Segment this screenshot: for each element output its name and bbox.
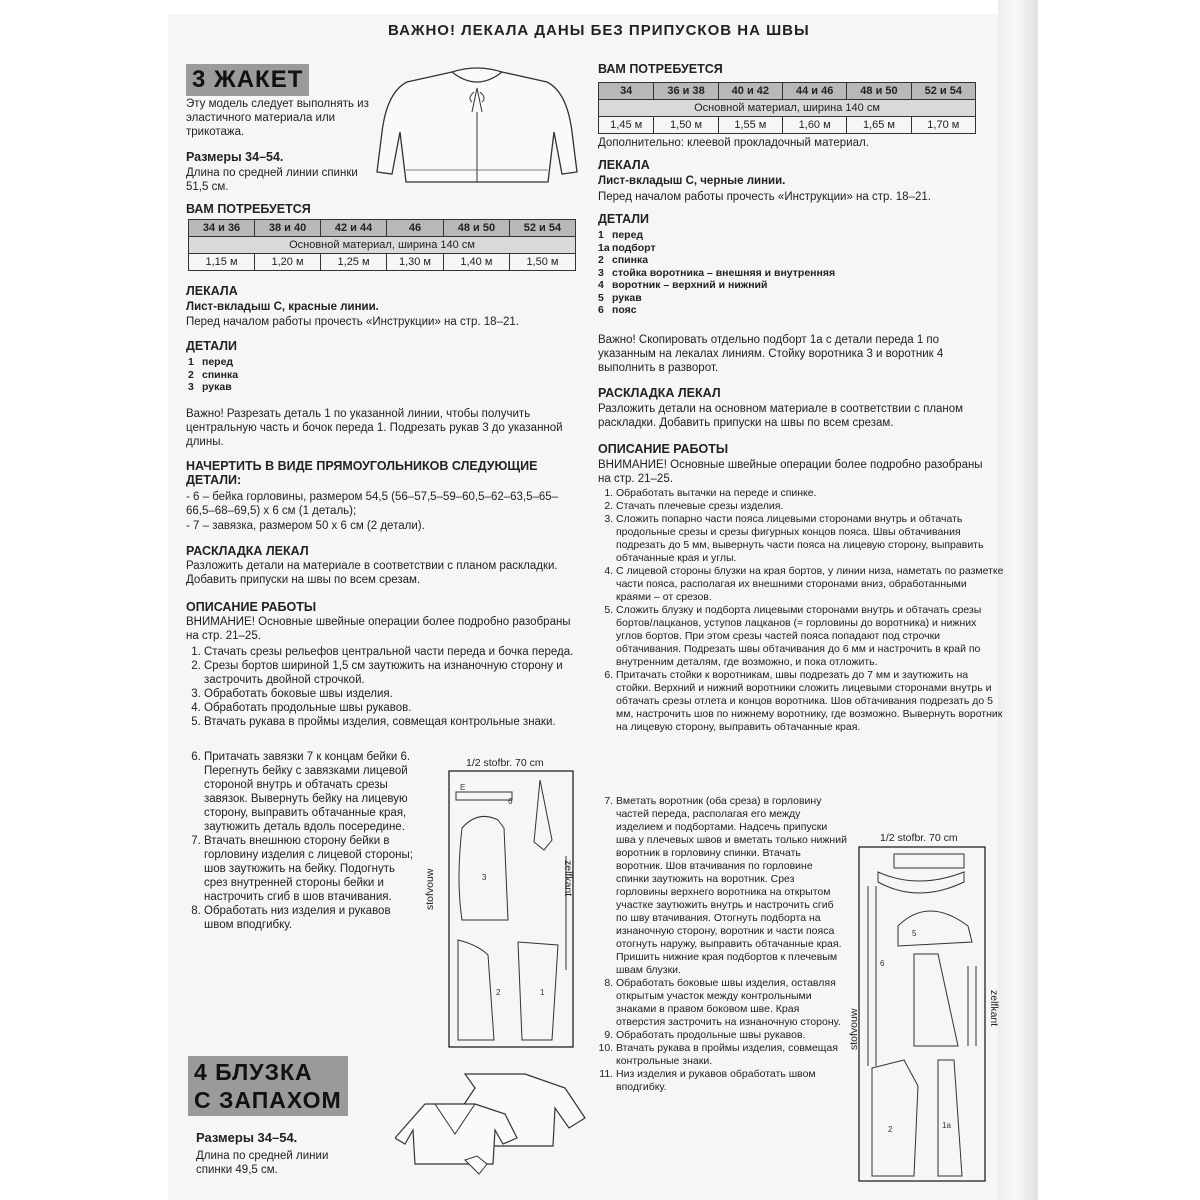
list-item: 2 спинка (188, 368, 239, 381)
size-cell: 34 (599, 83, 654, 100)
list-item: 3. Обработать боковые швы изделия. (204, 687, 584, 701)
amount-cell: 1,20 м (255, 254, 321, 271)
list-item: 7. Втачать внешнюю сторону бейки в горловину изделия с лицевой стороны; шов заутюжить на бейку. Подогнуть срез внутренней стороны бейки и настрочить сгиб в шов втачивания. (204, 834, 419, 904)
list-item: 6 пояс (598, 304, 637, 316)
size-cell: 36 и 38 (654, 83, 718, 100)
steps-list-2 (598, 487, 1004, 734)
jacket-illustration (372, 62, 582, 194)
amount-cell: 1,25 м (321, 254, 387, 271)
amount-cell: 1,30 м (387, 254, 444, 271)
details-list (188, 356, 238, 394)
plan-label-2: 1/2 stofbr. 70 cm (880, 832, 958, 844)
size-cell: 52 и 54 (509, 220, 575, 237)
plan-side-label: zelfkant (562, 860, 574, 897)
lekala-sheet-2: Лист-вкладыш С, черные линии. (598, 175, 786, 187)
important-note: Важно! Разрезать деталь 1 по указанной линии, чтобы получить центральную часть и бочок переда 1. Подрезать рукав 3 до указанной длины. (186, 408, 563, 448)
list-item: 2. Срезы бортов шириной 1,5 см заутюжить на изнаночную сторону и застрочить двойной строчкой. (204, 659, 584, 687)
list-item: 1а подборт (598, 241, 656, 254)
model-title-2-line: 4 БЛУЗКА (194, 1059, 313, 1085)
intro-text: Эту модель следует выполнять из эластичного материала или трикотажа. (186, 98, 369, 138)
blouse-illustration (395, 1064, 595, 1178)
layout-plan-2 (858, 846, 986, 1182)
svg-text:2: 2 (496, 988, 501, 997)
material-cell: Основной материал, ширина 140 см (599, 100, 976, 117)
model-title: 3 ЖАКЕТ (186, 64, 309, 96)
work-attention-2: ВНИМАНИЕ! Основные швейные операции более подробно разобраны на стр. 21–25. (598, 459, 983, 485)
lekala-heading-2: ЛЕКАЛА (598, 158, 650, 172)
steps-list-cont (186, 750, 419, 932)
svg-text:1: 1 (540, 988, 545, 997)
svg-text:1а: 1а (942, 1121, 951, 1130)
amount-cell: 1,55 м (718, 117, 782, 134)
steps-list (186, 645, 584, 729)
list-item: 1. Обработать вытачки на переде и спинке. (616, 487, 1004, 500)
materials-table (188, 219, 576, 271)
list-item: 7. Вметать воротник (оба среза) в горловину частей переда, располагая его между изделием и подбортами. Надсечь припуски шва у плечевых швов и вметать только нижний воротник в горловину спинки. Втачать воротник. Шов втачивания по горловине спинки заутюжить на воротник. Срез горловины верхнего воротника на открытом участке заутюжить внутрь и настрочить сгиб по шву втачивания. Отогнуть подборта на изнаночную сторону, воротник и части пояса отогнуть наружу, выправить обтачанные края. Пришить нижние края подбортов к плечевым швам блузки. (616, 795, 848, 977)
amount-cell: 1,15 м (189, 254, 255, 271)
size-cell: 40 и 42 (718, 83, 782, 100)
list-item: 6. Притачать завязки 7 к концам бейки 6. Перегнуть бейку с завязками лицевой стороной внутрь и обтачать срезы завязок. Вывернуть бейку на лицевую сторону, выправить обтачанные края, заутюжить деталь вдоль посередине. (204, 750, 419, 834)
sizes-heading: Размеры 34–54. (186, 150, 284, 164)
list-item: 11. Низ изделия и рукавов обработать швом вподгибку. (616, 1068, 848, 1094)
list-item: 1 перед (598, 229, 644, 241)
list-item: 9. Обработать продольные швы рукавов. (616, 1029, 848, 1042)
amount-cell: 1,50 м (509, 254, 575, 271)
steps-list-2-cont (598, 795, 848, 1094)
rect-heading: НАЧЕРТИТЬ В ВИДЕ ПРЯМОУГОЛЬНИКОВ СЛЕДУЮЩИЕ ДЕТАЛИ: (186, 459, 538, 487)
details-heading: ДЕТАЛИ (186, 339, 238, 353)
size-cell: 42 и 44 (321, 220, 387, 237)
list-item: 8. Обработать низ изделия и рукавов швом вподгибку. (204, 904, 419, 932)
amount-cell: 1,40 м (443, 254, 509, 271)
list-item: 10. Втачать рукава в проймы изделия, совмещая контрольные знаки. (616, 1042, 848, 1068)
plan-side-label: zelfkant (988, 990, 1000, 1027)
work-heading-2: ОПИСАНИЕ РАБОТЫ (598, 442, 729, 456)
size-cell: 52 и 54 (911, 83, 975, 100)
details-list-2 (598, 229, 835, 317)
sizes-heading-2: Размеры 34–54. (196, 1130, 298, 1145)
layout-plan (448, 770, 574, 1050)
material-cell: Основной материал, ширина 140 см (189, 237, 576, 254)
size-cell: 48 и 50 (847, 83, 911, 100)
layout-text: Разложить детали на материале в соответствии с планом раскладки. Добавить припуски на швы по всем срезам. (186, 560, 558, 586)
materials-table-2 (598, 82, 976, 134)
length-text-2: Длина по средней линии спинки 49,5 см. (196, 1150, 329, 1176)
work-attention: ВНИМАНИЕ! Основные швейные операции более подробно разобраны на стр. 21–25. (186, 616, 571, 642)
model-title-2-line: С ЗАПАХОМ (194, 1087, 342, 1113)
list-item: 3. Сложить попарно части пояса лицевыми сторонами внутрь и обтачать продольные срезы и срезы фигурных концов пояса. Швы обтачивания подрезать до 5 мм, вывернуть части пояса на лицевую сторону, выправить обтачанные края и углы. (616, 513, 1004, 565)
amount-cell: 1,50 м (654, 117, 718, 134)
amount-cell: 1,65 м (847, 117, 911, 134)
lekala-note: Перед началом работы прочесть «Инструкции» на стр. 18–21. (186, 316, 519, 328)
page-banner: ВАЖНО! ЛЕКАЛА ДАНЫ БЕЗ ПРИПУСКОВ НА ШВЫ (388, 22, 810, 39)
svg-text:6: 6 (508, 797, 513, 806)
list-item: 2 спинка (598, 254, 649, 266)
list-item: 2. Стачать плечевые срезы изделия. (616, 500, 1004, 513)
rect-item: - 6 – бейка горловины, размером 54,5 (56–57,5–59–60,5–62–63,5–65–66,5–68–69,5) х 6 см (1 деталь); (186, 491, 559, 517)
size-cell: 38 и 40 (255, 220, 321, 237)
layout-heading-2: РАСКЛАДКА ЛЕКАЛ (598, 386, 721, 400)
size-cell: 48 и 50 (443, 220, 509, 237)
list-item: 8. Обработать боковые швы изделия, оставляя открытым участок между контрольными знаками в правом боковом шве. Края отверстия застрочить на изнаночную сторону. (616, 977, 848, 1029)
work-heading: ОПИСАНИЕ РАБОТЫ (186, 600, 317, 614)
model-title-2 (188, 1056, 348, 1116)
plan-label: 1/2 stofbr. 70 cm (466, 757, 544, 769)
plan-side-label: stofvouw (424, 868, 436, 910)
amount-cell: 1,70 м (911, 117, 975, 134)
size-cell: 44 и 46 (783, 83, 847, 100)
amount-cell: 1,45 м (599, 117, 654, 134)
size-cell: 34 и 36 (189, 220, 255, 237)
lekala-note-2: Перед началом работы прочесть «Инструкции» на стр. 18–21. (598, 191, 931, 203)
page-edge (998, 0, 1038, 1200)
list-item: 3 стойка воротника – внешняя и внутренняя (598, 266, 836, 279)
need-heading: ВАМ ПОТРЕБУЕТСЯ (186, 202, 311, 216)
need-heading-2: ВАМ ПОТРЕБУЕТСЯ (598, 62, 723, 76)
list-item: 1 перед (188, 356, 234, 368)
important-note-2: Важно! Скопировать отдельно подборт 1а с детали переда 1 по указанным на лекалах линиям. Стойку воротника 3 и воротник 4 выполнить в разворот. (598, 334, 944, 374)
list-item: 1. Стачать срезы рельефов центральной части переда и бочка переда. (204, 645, 584, 659)
extra-material: Дополнительно: клеевой прокладочный материал. (598, 137, 869, 149)
svg-text:2: 2 (888, 1125, 893, 1134)
list-item: 5. Втачать рукава в проймы изделия, совмещая контрольные знаки. (204, 715, 584, 729)
list-item: 3 рукав (188, 381, 232, 393)
svg-text:3: 3 (482, 873, 487, 882)
details-heading-2: ДЕТАЛИ (598, 212, 650, 226)
lekala-heading: ЛЕКАЛА (186, 284, 238, 298)
amount-cell: 1,60 м (783, 117, 847, 134)
list-item: 6. Притачать стойки к воротникам, швы подрезать до 7 мм и заутюжить на стойки. Верхний и нижний воротники сложить лицевыми сторонами внутрь и обтачать срезы отлета и концов воротника. Шов обтачивания подрезать до 5 мм, настрочить шов по нижнему воротнику, где возможно. Вывернуть воротник на лицевую сторону, выправить обтачанные края. (616, 669, 1004, 734)
svg-text:E: E (460, 783, 466, 792)
list-item: 4 воротник – верхний и нижний (598, 279, 768, 291)
rect-item: - 7 – завязка, размером 50 х 6 см (2 детали). (186, 520, 425, 532)
layout-text-2: Разложить детали на основном материале в соответствии с планом раскладки. Добавить припуски на швы по всем срезам. (598, 403, 964, 429)
list-item: 4. Обработать продольные швы рукавов. (204, 701, 584, 715)
length-text: Длина по средней линии спинки 51,5 см. (186, 167, 358, 193)
svg-text:5: 5 (912, 929, 917, 938)
size-cell: 46 (387, 220, 444, 237)
list-item: 5. Сложить блузку и подборта лицевыми сторонами внутрь и обтачать срезы бортов/лацканов, уступов лацканов (= горловины до воротника) и нижних углов бортов. При этом срезы частей пояса попадают под строчки обтачивания. Подрезать швы обтачивания до 6 мм и настрочить в край по внутренним деталям, где возможно, и пока отложить. (616, 604, 1004, 669)
svg-text:6: 6 (880, 959, 885, 968)
plan-side-label: stofvouw (848, 1008, 860, 1050)
layout-heading: РАСКЛАДКА ЛЕКАЛ (186, 544, 309, 558)
lekala-sheet: Лист-вкладыш С, красные линии. (186, 301, 379, 313)
list-item: 5 рукав (598, 291, 642, 304)
list-item: 4. С лицевой стороны блузки на края бортов, у линии низа, наметать по разметке части пояса, располагая их внешними сторонами вниз, обработанными краями – от срезов. (616, 565, 1004, 604)
